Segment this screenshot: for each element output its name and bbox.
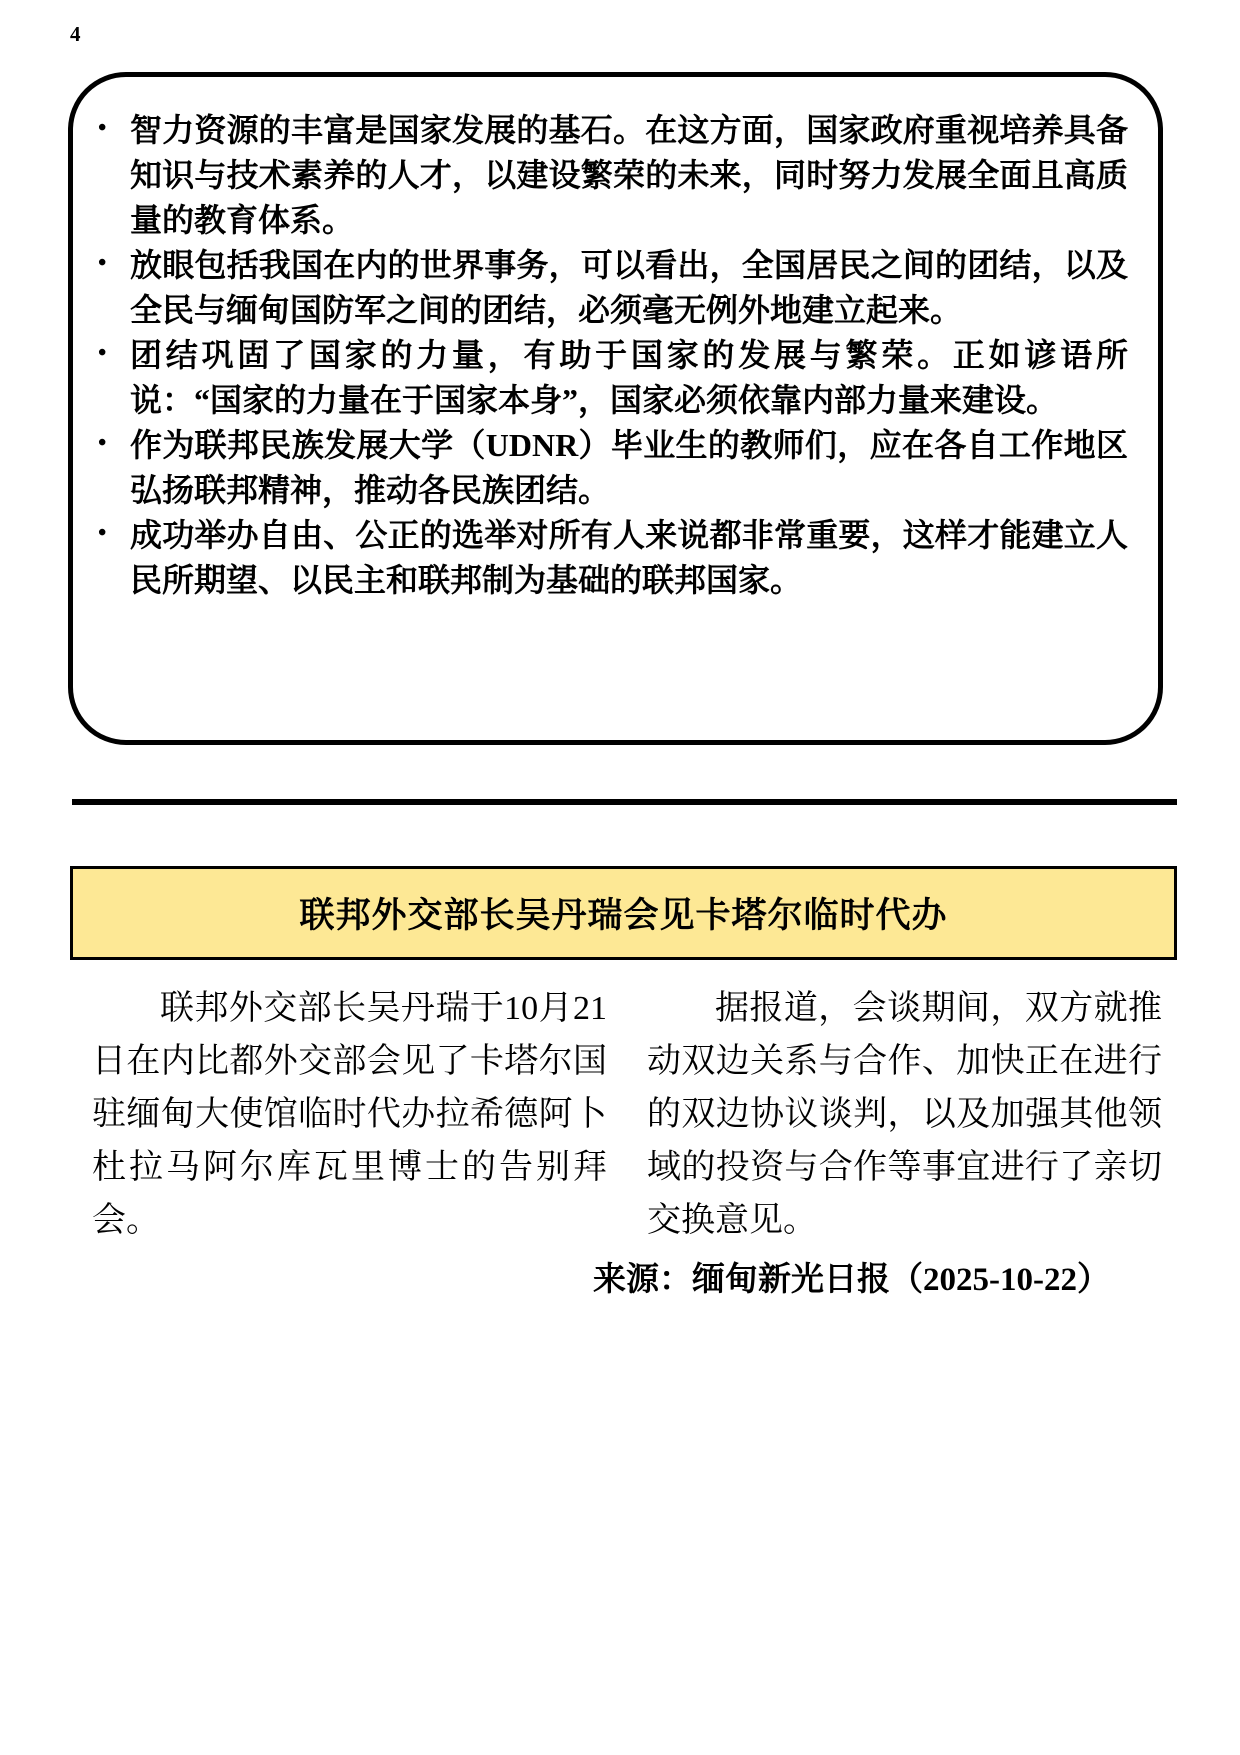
article-source: 来源：缅甸新光日报（2025-10-22） <box>593 1262 1110 1298</box>
bullet-item <box>98 423 1128 513</box>
summary-box <box>68 72 1163 745</box>
bullet-item <box>98 513 1128 603</box>
article-column-left <box>92 982 607 1247</box>
bullet-dot-icon: • <box>98 250 107 276</box>
bullet-item <box>98 333 1128 423</box>
bullet-dot-icon: • <box>98 340 107 366</box>
article-paragraph: 据报道，会谈期间，双方就推动双边关系与合作、加快正在进行的双边协议谈判，以及加强其他领域的投资与合作等事宜进行了亲切交换意见。 <box>647 990 1162 1239</box>
bullet-text: 智力资源的丰富是国家发展的基石。在这方面，国家政府重视培养具备知识与技术素养的人才，以建设繁荣的未来，同时努力发展全面且高质量的教育体系。 <box>130 112 1128 238</box>
bullet-list <box>98 108 1128 603</box>
bullet-dot-icon: • <box>98 520 107 546</box>
bullet-dot-icon: • <box>98 430 107 456</box>
article-column-right <box>647 982 1162 1247</box>
article-body <box>92 982 1162 1247</box>
bullet-text: 团结巩固了国家的力量，有助于国家的发展与繁荣。正如谚语所说：“国家的力量在于国家本身”，国家必须依靠内部力量来建设。 <box>130 337 1128 418</box>
article-headline-box <box>70 866 1177 960</box>
bullet-text: 成功举办自由、公正的选举对所有人来说都非常重要，这样才能建立人民所期望、以民主和联邦制为基础的联邦国家。 <box>130 517 1128 598</box>
bullet-item <box>98 108 1128 243</box>
section-divider <box>72 799 1177 805</box>
article-paragraph: 联邦外交部长吴丹瑞于10月21日在内比都外交部会见了卡塔尔国驻缅甸大使馆临时代办拉希德阿卜杜拉马阿尔库瓦里博士的告别拜会。 <box>92 990 607 1239</box>
article-headline: 联邦外交部长吴丹瑞会见卡塔尔临时代办 <box>299 896 948 935</box>
bullet-text: 放眼包括我国在内的世界事务，可以看出，全国居民之间的团结，以及全民与缅甸国防军之间的团结，必须毫无例外地建立起来。 <box>130 247 1128 328</box>
bullet-text: 作为联邦民族发展大学（UDNR）毕业生的教师们，应在各自工作地区弘扬联邦精神，推动各民族团结。 <box>130 427 1128 508</box>
page-number: 4 <box>70 22 81 46</box>
bullet-dot-icon: • <box>98 115 107 141</box>
bullet-item <box>98 243 1128 333</box>
